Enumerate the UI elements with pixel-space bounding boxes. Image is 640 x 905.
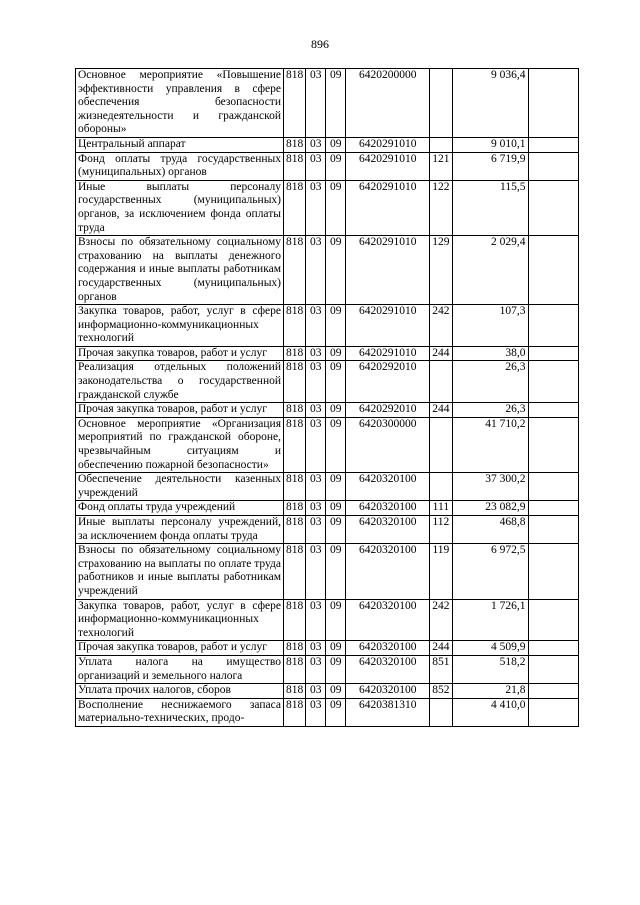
expense-type-code: 122 [430,180,452,235]
empty-cell [528,473,578,501]
amount: 23 082,9 [452,501,528,516]
target-article-code: 6420320100 [346,473,430,501]
target-article-code: 6420320100 [346,599,430,641]
table-row [76,305,579,347]
amount: 468,8 [452,516,528,544]
expense-type-code: 129 [430,236,452,305]
item-name: Прочая закупка товаров, работ и услуг [76,403,284,418]
empty-cell [528,69,578,138]
subsection-code: 09 [326,599,346,641]
expense-type-code: 242 [430,305,452,347]
section-code: 03 [306,516,326,544]
table-row [76,137,579,152]
ministry-code: 818 [284,403,306,418]
ministry-code: 818 [284,684,306,699]
item-name: Прочая закупка товаров, работ и услуг [76,346,284,361]
table-row [76,346,579,361]
amount: 107,3 [452,305,528,347]
table-row [76,641,579,656]
empty-cell [528,417,578,472]
table-row [76,236,579,305]
expense-type-code: 119 [430,544,452,599]
item-name: Реализация отдельных положений законодательства о государственной гражданской службе [76,361,284,403]
item-name: Фонд оплаты труда учреждений [76,501,284,516]
amount: 6 719,9 [452,152,528,180]
ministry-code: 818 [284,473,306,501]
item-name: Взносы по обязательному социальному страхованию на выплаты по оплате труда работников и иные выплаты работникам учреждений [76,544,284,599]
empty-cell [528,236,578,305]
table-row [76,180,579,235]
section-code: 03 [306,501,326,516]
table-row [76,698,579,726]
empty-cell [528,516,578,544]
amount: 26,3 [452,403,528,418]
expense-type-code: 852 [430,684,452,699]
budget-table [75,68,579,727]
section-code: 03 [306,361,326,403]
table-row [76,599,579,641]
target-article-code: 6420300000 [346,417,430,472]
subsection-code: 09 [326,236,346,305]
target-article-code: 6420320100 [346,501,430,516]
expense-type-code: 111 [430,501,452,516]
empty-cell [528,346,578,361]
section-code: 03 [306,417,326,472]
target-article-code: 6420320100 [346,544,430,599]
target-article-code: 6420291010 [346,137,430,152]
ministry-code: 818 [284,305,306,347]
amount: 9 010,1 [452,137,528,152]
target-article-code: 6420320100 [346,655,430,683]
expense-type-code: 244 [430,403,452,418]
table-row [76,152,579,180]
subsection-code: 09 [326,698,346,726]
section-code: 03 [306,544,326,599]
section-code: 03 [306,236,326,305]
subsection-code: 09 [326,473,346,501]
ministry-code: 818 [284,137,306,152]
item-name: Уплата прочих налогов, сборов [76,684,284,699]
section-code: 03 [306,403,326,418]
subsection-code: 09 [326,544,346,599]
section-code: 03 [306,684,326,699]
empty-cell [528,501,578,516]
ministry-code: 818 [284,599,306,641]
empty-cell [528,403,578,418]
target-article-code: 6420291010 [346,305,430,347]
ministry-code: 818 [284,641,306,656]
target-article-code: 6420292010 [346,361,430,403]
target-article-code: 6420320100 [346,516,430,544]
item-name: Восполнение неснижаемого запаса материально-технических, продо- [76,698,284,726]
expense-type-code [430,69,452,138]
target-article-code: 6420292010 [346,403,430,418]
section-code: 03 [306,305,326,347]
table-row [76,361,579,403]
section-code: 03 [306,137,326,152]
item-name: Прочая закупка товаров, работ и услуг [76,641,284,656]
table-row [76,684,579,699]
subsection-code: 09 [326,137,346,152]
subsection-code: 09 [326,152,346,180]
ministry-code: 818 [284,180,306,235]
expense-type-code [430,698,452,726]
section-code: 03 [306,346,326,361]
empty-cell [528,655,578,683]
empty-cell [528,698,578,726]
expense-type-code [430,361,452,403]
target-article-code: 6420320100 [346,641,430,656]
empty-cell [528,137,578,152]
amount: 1 726,1 [452,599,528,641]
page-number: 896 [311,37,329,51]
amount: 21,8 [452,684,528,699]
ministry-code: 818 [284,69,306,138]
subsection-code: 09 [326,361,346,403]
subsection-code: 09 [326,501,346,516]
amount: 38,0 [452,346,528,361]
expense-type-code: 244 [430,346,452,361]
expense-type-code [430,137,452,152]
subsection-code: 09 [326,403,346,418]
item-name: Взносы по обязательному социальному страхованию на выплаты денежного содержания и иные выплаты работникам государственных (муниципальных) органов [76,236,284,305]
section-code: 03 [306,655,326,683]
empty-cell [528,361,578,403]
expense-type-code: 112 [430,516,452,544]
subsection-code: 09 [326,180,346,235]
amount: 37 300,2 [452,473,528,501]
item-name: Иные выплаты персоналу государственных (муниципальных) органов, за исключением фонда оплаты труда [76,180,284,235]
item-name: Основное мероприятие «Организация мероприятий по гражданской обороне, чрезвычайным ситуациям и обеспечению пожарной безопасности» [76,417,284,472]
amount: 4 410,0 [452,698,528,726]
ministry-code: 818 [284,516,306,544]
item-name: Основное мероприятие «Повышение эффективности управления в сфере обеспечения безопасности жизнедеятельности и гражданской обороны» [76,69,284,138]
table-row [76,403,579,418]
amount: 41 710,2 [452,417,528,472]
expense-type-code: 244 [430,641,452,656]
target-article-code: 6420291010 [346,346,430,361]
ministry-code: 818 [284,417,306,472]
amount: 518,2 [452,655,528,683]
amount: 26,3 [452,361,528,403]
item-name: Фонд оплаты труда государственных (муниципальных) органов [76,152,284,180]
empty-cell [528,152,578,180]
subsection-code: 09 [326,305,346,347]
empty-cell [528,544,578,599]
ministry-code: 818 [284,544,306,599]
item-name: Иные выплаты персоналу учреждений, за исключением фонда оплаты труда [76,516,284,544]
item-name: Обеспечение деятельности казенных учреждений [76,473,284,501]
section-code: 03 [306,698,326,726]
subsection-code: 09 [326,655,346,683]
section-code: 03 [306,180,326,235]
section-code: 03 [306,69,326,138]
empty-cell [528,180,578,235]
ministry-code: 818 [284,236,306,305]
table-row [76,69,579,138]
amount: 9 036,4 [452,69,528,138]
table-row [76,655,579,683]
target-article-code: 6420291010 [346,152,430,180]
subsection-code: 09 [326,641,346,656]
target-article-code: 6420320100 [346,684,430,699]
subsection-code: 09 [326,417,346,472]
expense-type-code: 121 [430,152,452,180]
ministry-code: 818 [284,361,306,403]
target-article-code: 6420381310 [346,698,430,726]
subsection-code: 09 [326,684,346,699]
empty-cell [528,641,578,656]
ministry-code: 818 [284,655,306,683]
expense-type-code: 242 [430,599,452,641]
target-article-code: 6420291010 [346,180,430,235]
subsection-code: 09 [326,69,346,138]
expense-type-code: 851 [430,655,452,683]
amount: 2 029,4 [452,236,528,305]
subsection-code: 09 [326,346,346,361]
empty-cell [528,684,578,699]
expense-type-code [430,417,452,472]
section-code: 03 [306,641,326,656]
table-row [76,516,579,544]
empty-cell [528,599,578,641]
item-name: Закупка товаров, работ, услуг в сфере информационно-коммуникационных технологий [76,599,284,641]
ministry-code: 818 [284,698,306,726]
subsection-code: 09 [326,516,346,544]
ministry-code: 818 [284,501,306,516]
table-row [76,417,579,472]
target-article-code: 6420291010 [346,236,430,305]
amount: 6 972,5 [452,544,528,599]
item-name: Закупка товаров, работ, услуг в сфере информационно-коммуникационных технологий [76,305,284,347]
item-name: Уплата налога на имущество организаций и земельного налога [76,655,284,683]
target-article-code: 6420200000 [346,69,430,138]
section-code: 03 [306,599,326,641]
amount: 4 509,9 [452,641,528,656]
section-code: 03 [306,473,326,501]
table-row [76,473,579,501]
expense-type-code [430,473,452,501]
item-name: Центральный аппарат [76,137,284,152]
ministry-code: 818 [284,152,306,180]
amount: 115,5 [452,180,528,235]
section-code: 03 [306,152,326,180]
table-row [76,501,579,516]
table-row [76,544,579,599]
empty-cell [528,305,578,347]
ministry-code: 818 [284,346,306,361]
